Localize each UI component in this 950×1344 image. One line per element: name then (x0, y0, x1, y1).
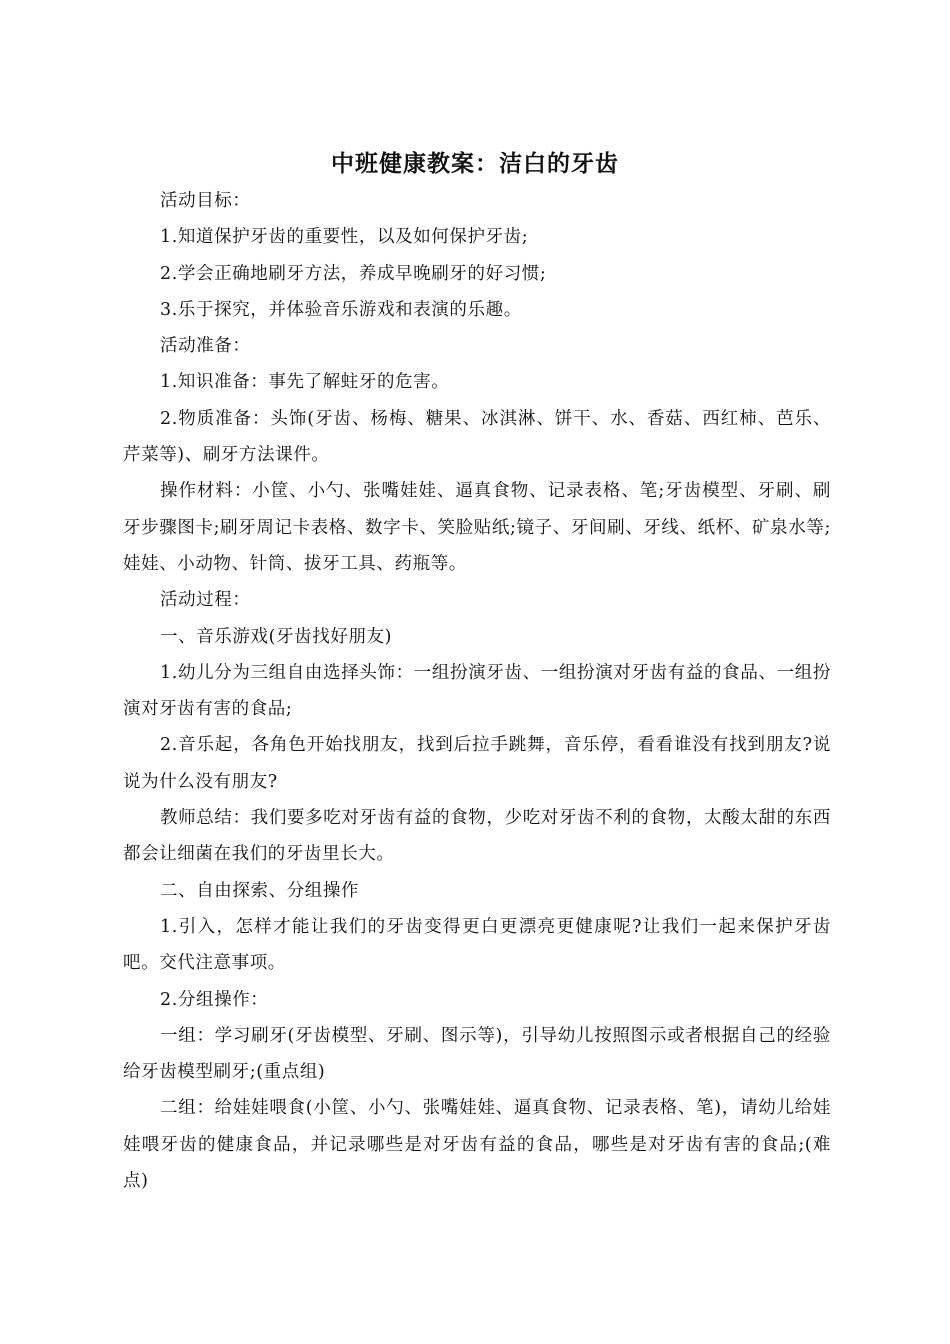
document-title: 中班健康教案：洁白的牙齿 (331, 151, 619, 177)
process-step-2-item-2: 2.分组操作： (160, 989, 269, 1010)
process-step-1-item-1: 1.幼儿分为三组自由选择头饰：一组扮演牙齿、一组扮演对牙齿有益的食品、一组扮演对牙齿有害的食品; (123, 662, 831, 720)
section-heading-process: 活动过程： (160, 590, 251, 611)
goal-item-1: 1.知道保护牙齿的重要性，以及如何保护牙齿; (160, 227, 529, 248)
section-heading-goals: 活动目标： (160, 191, 251, 211)
group-one-paragraph: 一组：学习刷牙(牙齿模型、牙刷、图示等)，引导幼儿按照图示或者根据自己的经验给牙齿模型刷牙;(重点组) (123, 1025, 831, 1083)
teacher-summary: 教师总结：我们要多吃对牙齿有益的食物，少吃对牙齿不利的食物，太酸太甜的东西都会让细菌在我们的牙齿里长大。 (123, 808, 831, 865)
goal-item-3: 3.乐于探究，并体验音乐游戏和表演的乐趣。 (160, 299, 522, 320)
materials-paragraph: 操作材料：小筐、小勺、张嘴娃娃、逼真食物、记录表格、笔;牙齿模型、牙刷、刷牙步骤图卡;刷牙周记卡表格、数字卡、笑脸贴纸;镜子、牙间刷、牙线、纸杯、矿泉水等;娃娃、小动物、针筒、拔牙工具、药瓶等。 (123, 481, 831, 574)
process-step-heading-2: 二、自由探索、分组操作 (160, 880, 360, 901)
document-body (123, 183, 831, 1199)
section-heading-preparation: 活动准备： (160, 336, 251, 357)
group-two-paragraph: 二组：给娃娃喂食(小筐、小勺、张嘴娃娃、逼真食物、记录表格、笔)，请幼儿给娃娃喂牙齿的健康食品，并记录哪些是对牙齿有益的食品，哪些是对牙齿有害的食品;(难点) (123, 1098, 831, 1192)
goal-item-2: 2.学会正确地刷牙方法，养成早晚刷牙的好习惯; (160, 263, 547, 284)
process-step-2-item-1: 1.引入，怎样才能让我们的牙齿变得更白更漂亮更健康呢?让我们一起来保护牙齿吧。交代注意事项。 (123, 916, 831, 974)
process-step-heading-1: 一、音乐游戏(牙齿找好朋友) (160, 626, 393, 647)
preparation-item-2: 2.物质准备：头饰(牙齿、杨梅、糖果、冰淇淋、饼干、水、香菇、西红柿、芭乐、芹菜等)、刷牙方法课件。 (123, 408, 831, 466)
process-step-1-item-2: 2.音乐起，各角色开始找朋友，找到后拉手跳舞，音乐停，看看谁没有找到朋友?说说为什么没有朋友? (123, 735, 831, 792)
preparation-item-1: 1.知识准备：事先了解蛀牙的危害。 (160, 372, 450, 393)
